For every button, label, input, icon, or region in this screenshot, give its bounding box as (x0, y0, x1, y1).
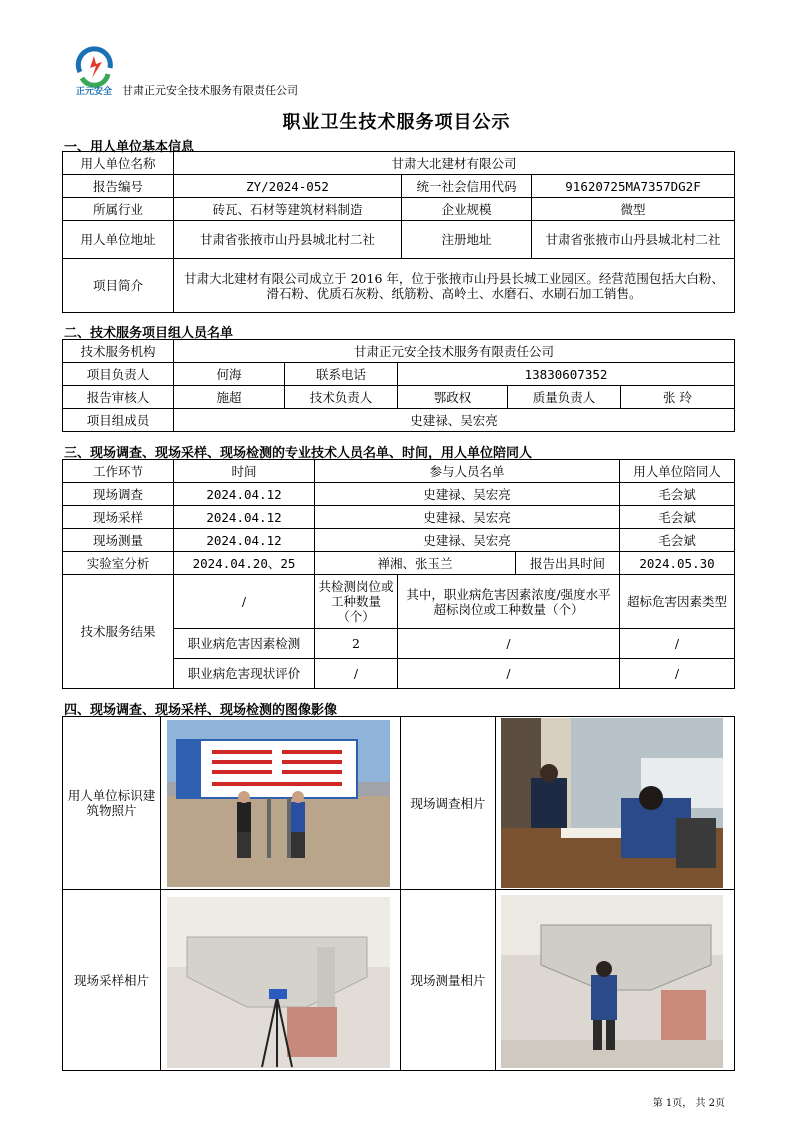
phone-label: 联系电话 (285, 363, 398, 386)
employer-info-table (62, 151, 735, 313)
survey-photo (501, 718, 723, 888)
report-no-label: 报告编号 (63, 175, 174, 198)
result-slash: / (174, 575, 315, 629)
photo4-label: 现场测量相片 (401, 890, 496, 1071)
eval-over: / (398, 659, 620, 689)
photo2-label: 现场调查相片 (401, 717, 496, 890)
section3-title: 三、现场调查、现场采样、现场检测的专业技术人员名单、时间，用人单位陪同人 (64, 446, 533, 461)
tech-lead-label: 技术负责人 (285, 386, 398, 409)
col-escort-header: 用人单位陪同人 (620, 460, 735, 483)
people-cell: 史建禄、吴宏亮 (315, 529, 620, 552)
industry-value: 砖瓦、石材等建筑材料制造 (174, 198, 402, 221)
sampling-photo (167, 897, 390, 1068)
escort-cell: 毛会斌 (620, 506, 735, 529)
measurement-photo (501, 895, 723, 1068)
page-number: 第 1页， 共 2页 (652, 1098, 725, 1109)
page-title: 职业卫生技术服务项目公示 (282, 112, 511, 133)
lead-value: 何海 (174, 363, 285, 386)
section1-title: 一、用人单位基本信息 (64, 140, 195, 155)
employer-name-label: 用人单位名称 (63, 152, 174, 175)
table-row (63, 529, 735, 552)
lab-label: 实验室分析 (63, 552, 174, 575)
table-row (63, 483, 735, 506)
team-table (62, 339, 735, 432)
reg-address-label: 注册地址 (402, 221, 532, 259)
photo1-label: 用人单位标识建筑物照片 (63, 717, 161, 890)
reviewer-value: 施超 (174, 386, 285, 409)
tech-lead-value: 鄂政权 (398, 386, 508, 409)
phone-value: 13830607352 (398, 363, 735, 386)
company-name-header: 甘肃正元安全技术服务有限责任公司 (122, 84, 298, 97)
intro-label: 项目简介 (63, 259, 174, 313)
company-logo (66, 38, 122, 98)
logo-text: 正元安全 (75, 87, 113, 97)
credit-code-label: 统一社会信用代码 (402, 175, 532, 198)
address-label: 用人单位地址 (63, 221, 174, 259)
reg-address-value: 甘肃省张掖市山丹县城北村二社 (532, 221, 735, 259)
result-col2-header: 其中，职业病危害因素浓度/强度水平超标岗位或工种数量（个） (398, 575, 620, 629)
scale-value: 微型 (532, 198, 735, 221)
section2-title: 二、技术服务项目组人员名单 (64, 326, 234, 341)
intro-value: 甘肃大北建材有限公司成立于 2016 年，位于张掖市山丹县长城工业园区。经营范围包括大白粉、滑石粉、优质石灰粉、纸筋粉、高岭土、水磨石、水刷石加工销售。 (174, 259, 735, 313)
time-cell: 2024.04.12 (174, 506, 315, 529)
people-cell: 史建禄、吴宏亮 (315, 506, 620, 529)
photo3-label: 现场采样相片 (63, 890, 161, 1071)
stage-cell: 现场测量 (63, 529, 174, 552)
col-stage-header: 工作环节 (63, 460, 174, 483)
members-label: 项目组成员 (63, 409, 174, 432)
org-label: 技术服务机构 (63, 340, 174, 363)
detect-label: 职业病危害因素检测 (174, 629, 315, 659)
time-cell: 2024.04.12 (174, 483, 315, 506)
credit-code-value: 91620725MA7357DG2F (532, 175, 735, 198)
detect-over: / (398, 629, 620, 659)
org-value: 甘肃正元安全技术服务有限责任公司 (174, 340, 735, 363)
table-row (63, 506, 735, 529)
col-time-header: 时间 (174, 460, 315, 483)
escort-cell: 毛会斌 (620, 483, 735, 506)
report-no-value: ZY/2024-052 (174, 175, 402, 198)
report-date-value: 2024.05.30 (620, 552, 735, 575)
eval-label: 职业病危害现状评价 (174, 659, 315, 689)
field-work-table (62, 459, 735, 689)
industry-label: 所属行业 (63, 198, 174, 221)
report-date-label: 报告出具时间 (516, 552, 620, 575)
time-cell: 2024.04.12 (174, 529, 315, 552)
stage-cell: 现场调查 (63, 483, 174, 506)
lab-time: 2024.04.20、25 (174, 552, 315, 575)
lab-people: 禅湘、张玉兰 (315, 552, 516, 575)
escort-cell: 毛会斌 (620, 529, 735, 552)
employer-name-value: 甘肃大北建材有限公司 (174, 152, 735, 175)
eval-count: / (315, 659, 398, 689)
stage-cell: 现场采样 (63, 506, 174, 529)
quality-value: 张 玲 (621, 386, 735, 409)
members-value: 史建禄、吴宏亮 (174, 409, 735, 432)
scale-label: 企业规模 (402, 198, 532, 221)
result-col1-header: 共检测岗位或工种数量（个） (315, 575, 398, 629)
reviewer-label: 报告审核人 (63, 386, 174, 409)
detect-type: / (620, 629, 735, 659)
detect-count: 2 (315, 629, 398, 659)
result-col3-header: 超标危害因素类型 (620, 575, 735, 629)
people-cell: 史建禄、吴宏亮 (315, 483, 620, 506)
address-value: 甘肃省张掖市山丹县城北村二社 (174, 221, 402, 259)
result-label: 技术服务结果 (63, 575, 174, 689)
lead-label: 项目负责人 (63, 363, 174, 386)
building-sign-photo (167, 720, 390, 887)
col-people-header: 参与人员名单 (315, 460, 620, 483)
quality-label: 质量负责人 (508, 386, 621, 409)
eval-type: / (620, 659, 735, 689)
section4-title: 四、现场调查、现场采样、现场检测的图像影像 (64, 703, 338, 718)
